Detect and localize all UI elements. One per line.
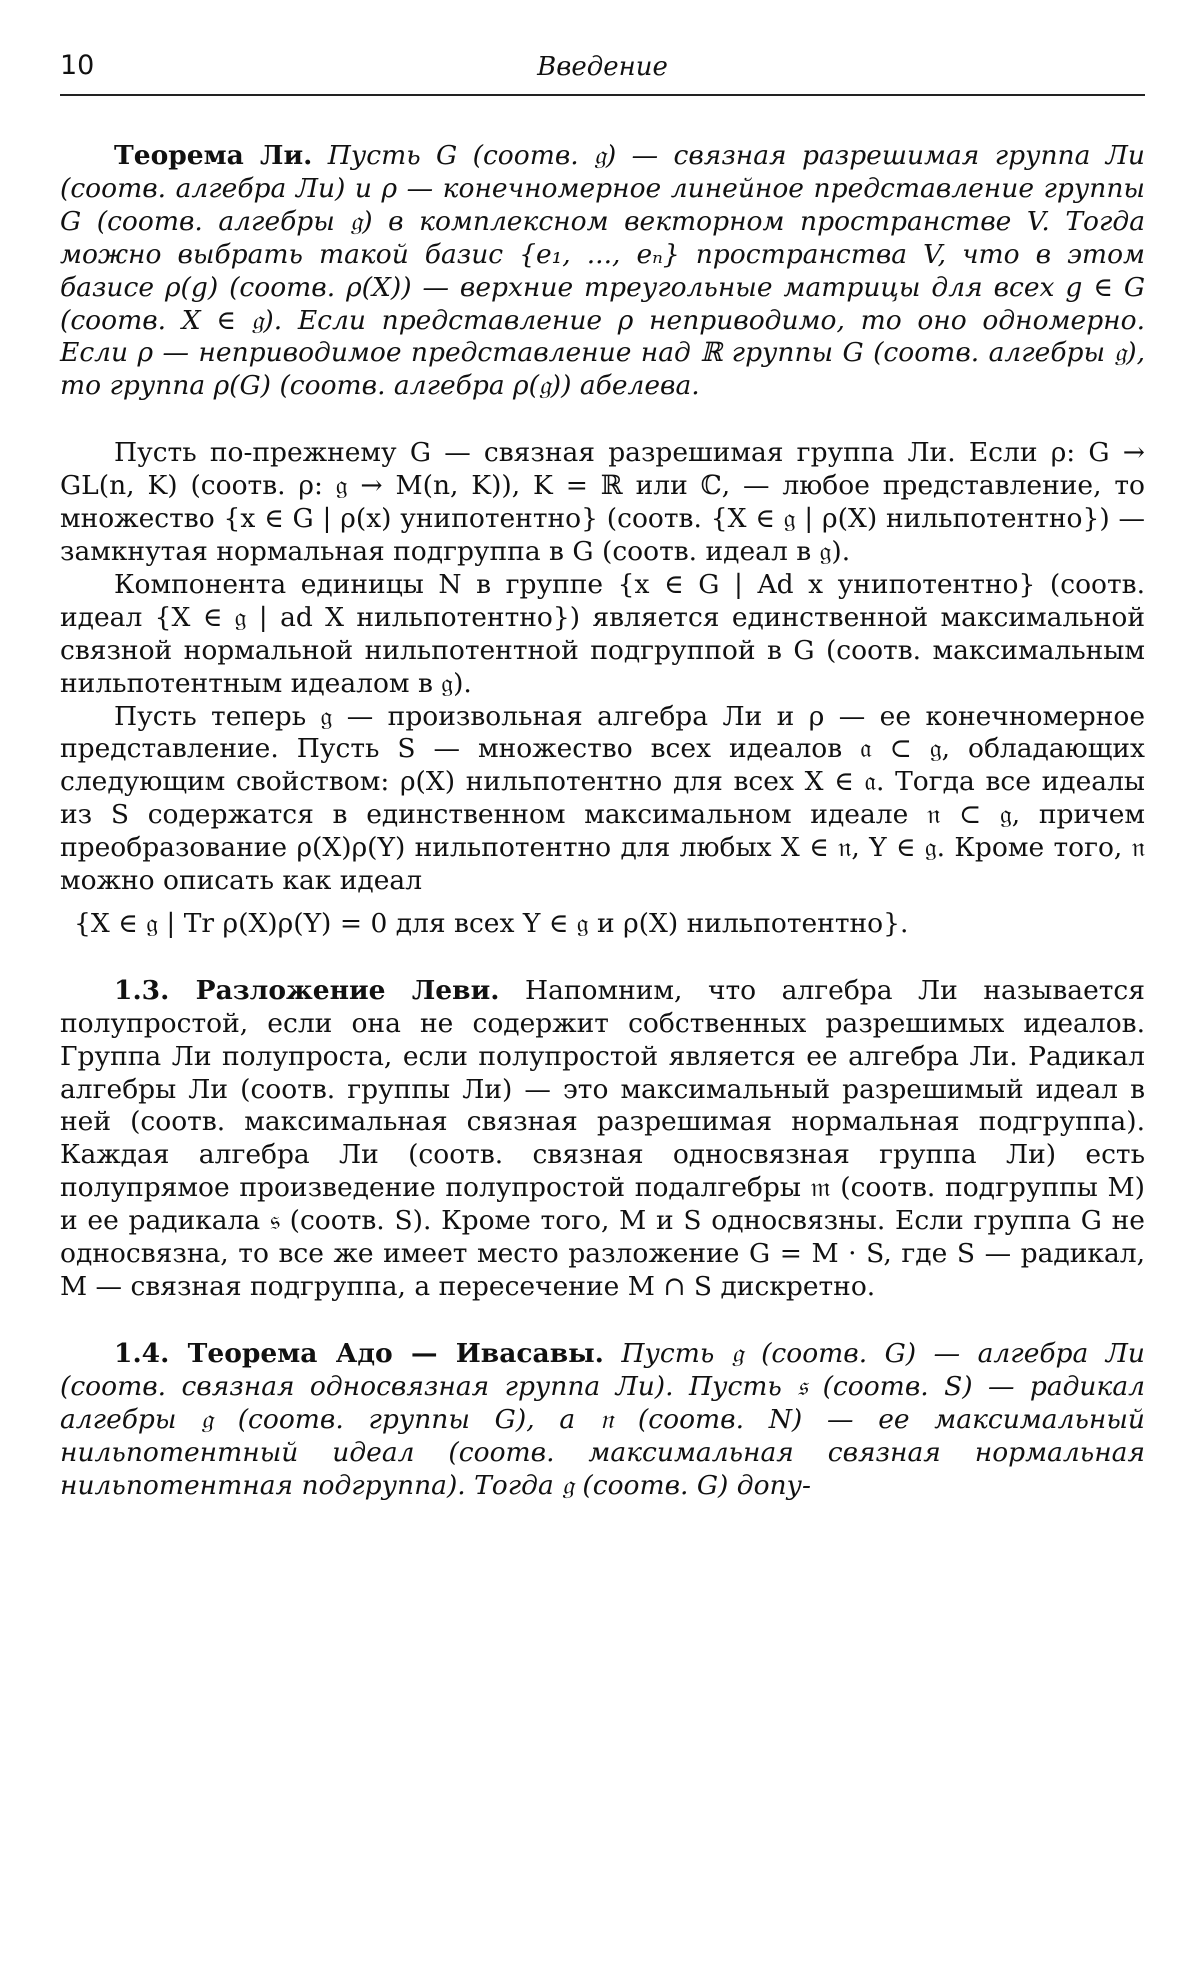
header-rule xyxy=(60,94,1145,96)
body-text xyxy=(60,140,1145,1502)
ado-iwasawa-statement: Пусть 𝔤 (соотв. G) — алгебра Ли (соотв. связная односвязная группа Ли). Пусть 𝔰 (соотв. S) — радикал алгебры 𝔤 (соотв. группы G), а 𝔫 (соотв. N) — ее максимальный нильпотентный идеал (соотв. максимальная связная нормальная нильпотентная подгруппа). Тогда 𝔤 (соотв. G) допу- xyxy=(60,1337,1145,1501)
ado-iwasawa-heading: 1.4. Теорема Адо — Ивасавы. xyxy=(114,1337,604,1369)
running-title: Введение xyxy=(537,52,668,82)
display-formula: {X ∈ 𝔤 | Tr ρ(X)ρ(Y) = 0 для всех Y ∈ 𝔤 и ρ(X) нильпотентно}. xyxy=(74,907,909,939)
lie-theorem-statement: Пусть G (соотв. 𝔤) — связная разрешимая группа Ли (соотв. алгебра Ли) и ρ — конечномерное линейное представление группы G (соотв. алгебры 𝔤) в комплексном векторном пространстве V. Тогда можно выбрать такой базис {e₁, ..., eₙ} пространства V, что в этом базисе ρ(g) (соотв. ρ(X)) — верхние треугольные матрицы для всех g ∈ G (соотв. X ∈ 𝔤). Если представление ρ неприводимо, то оно одномерно. Если ρ — неприводимое представление над ℝ группы G (соотв. алгебры 𝔤), то группа ρ(G) (соотв. алгебра ρ(𝔤)) абелева. xyxy=(60,140,1145,402)
levi-heading: 1.3. Разложение Леви. xyxy=(114,974,500,1006)
running-head xyxy=(60,50,1145,94)
levi-section xyxy=(60,975,1145,1304)
lie-theorem xyxy=(60,140,1145,403)
paragraph-normal-subgroup: Пусть по-прежнему G — связная разрешимая группа Ли. Если ρ: G → GL(n, K) (соотв. ρ: 𝔤 → M(n, K)), K = ℝ или ℂ, — любое представление, то множество {x ∈ G | ρ(x) унипотентно} (соотв. {X ∈ 𝔤 | ρ(X) нильпотентно}) — замкнутая нормальная подгруппа в G (соотв. идеал в 𝔤). xyxy=(60,437,1145,567)
ado-iwasawa-section xyxy=(60,1338,1145,1503)
paragraph-ideals: Пусть теперь 𝔤 — произвольная алгебра Ли и ρ — ее конечномерное представление. Пусть S — множество всех идеалов 𝔞 ⊂ 𝔤, обладающих следующим свойством: ρ(X) нильпотентно для всех X ∈ 𝔞. Тогда все идеалы из S содержатся в единственном максимальном идеале 𝔫 ⊂ 𝔤, причем преобразование ρ(X)ρ(Y) нильпотентно для любых X ∈ 𝔫, Y ∈ 𝔤. Кроме того, 𝔫 можно описать как идеал xyxy=(60,700,1145,897)
page-number: 10 xyxy=(60,50,95,81)
paragraph-unit-component: Компонента единицы N в группе {x ∈ G | Ad x унипотентно} (соотв. идеал {X ∈ 𝔤 | ad X нильпотентно}) является единственной максимальной связной нормальной нильпотентной подгруппой в G (соотв. максимальным нильпотентным идеалом в 𝔤). xyxy=(60,568,1145,699)
book-page xyxy=(60,50,1145,1502)
lie-theorem-heading: Теорема Ли. xyxy=(114,140,313,171)
levi-text: Напомним, что алгебра Ли называется полупростой, если она не содержит собственных разрешимых идеалов. Группа Ли полупроста, если полупростой является ее алгебра Ли. Радикал алгебры Ли (соотв. группы Ли) — это максимальный разрешимый идеал в ней (соотв. максимальная связная разрешимая нормальная подгруппа). Каждая алгебра Ли (соотв. связная односвязная группа Ли) есть полупрямое произведение полупростой подалгебры 𝔪 (соотв. подгруппы M) и ее радикала 𝔰 (соотв. S). Кроме того, M и S односвязны. Если группа G не односвязна, то все же имеет место разложение G = M · S, где S — радикал, M — связная подгруппа, а пересечение M ∩ S дискретно. xyxy=(60,974,1145,1302)
